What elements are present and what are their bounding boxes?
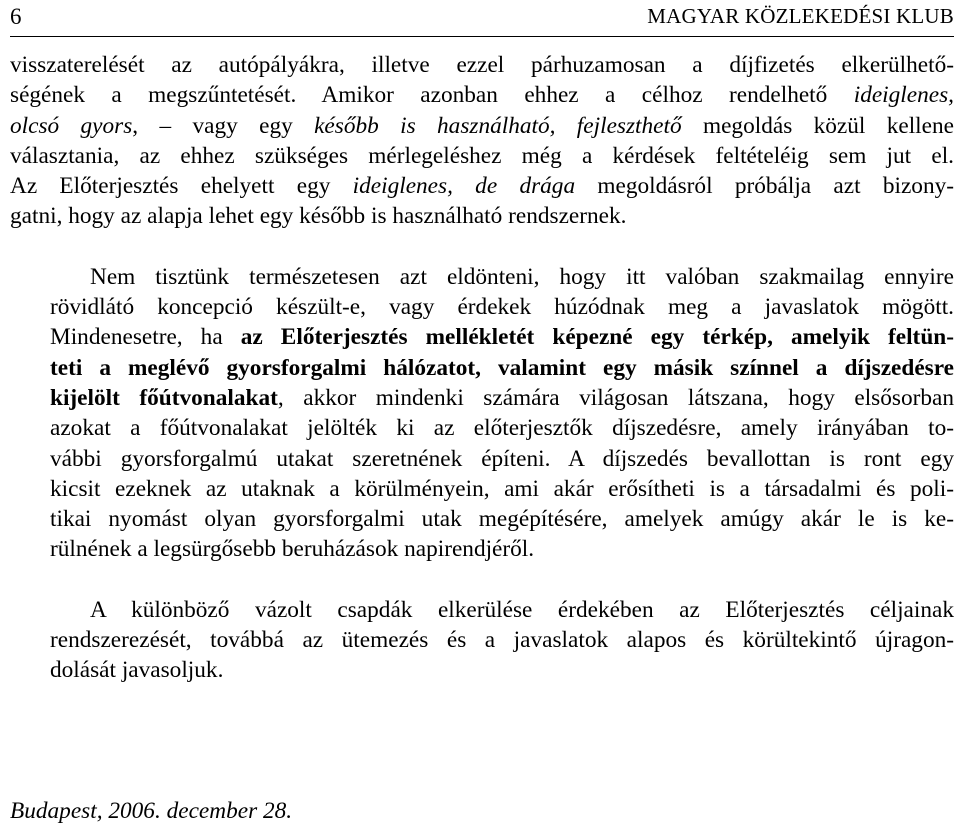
bold-phrase: kijelölt főútvonalakat [50, 384, 278, 411]
text-line: ségének a megszűntetését. Amikor azonban ehhez a célhoz rendelhető ideiglenes, [10, 82, 954, 109]
italic-phrase: ideiglenes, [853, 82, 954, 109]
italic-phrase: később is használható, fejleszthető [314, 112, 682, 139]
bold-phrase: teti a meglévő gyorsforgalmi hálózatot, valamint egy másik színnel a díjszedésre [50, 354, 954, 381]
text-line: olcsó gyors, – vagy egy később is használható, fejleszthető megoldás közül kellene [10, 112, 954, 139]
italic-phrase: ideiglenes, de drága [352, 173, 576, 200]
text-line: gatni, hogy az alapja lehet egy később is használható rendszernek. [10, 203, 627, 230]
body-text [10, 50, 954, 686]
text-line: Az Előterjesztés ehelyett egy ideiglenes, de drága megoldásról próbálja azt bizony- [10, 173, 954, 200]
text-line: azokat a főútvonalakat jelölték ki az előterjesztők díjszedésre, amely irányában to- [50, 415, 954, 442]
signoff-place-date: Budapest, 2006. december 28. [10, 798, 293, 824]
text-line: választania, az ehhez szükséges mérlegeléshez még a kérdések feltételéig sem jut el. [10, 142, 954, 169]
page-number: 6 [10, 4, 22, 29]
text-line: rövidlátó koncepció készült-e, vagy érdekek húzódnak meg a javaslatok mögött. [50, 294, 954, 321]
text-line: vábbi gyorsforgalmú utakat szeretnének építeni. A díjszedés bevallottan is ront egy [50, 445, 954, 472]
paragraph-3 [10, 595, 954, 686]
text-line: dolását javasoljuk. [50, 657, 224, 684]
journal-title: MAGYAR KÖZLEKEDÉSI KLUB [647, 4, 954, 28]
text-line: rendszerezését, továbbá az ütemezés és a javaslatok alapos és körültekintő újragon- [50, 627, 954, 654]
text-line: Nem tisztünk természetesen azt eldönteni, hogy itt valóban szakmailag ennyire [90, 263, 954, 290]
text-line: A különböző vázolt csapdák elkerülése érdekében az Előterjesztés céljainak [90, 596, 954, 623]
bold-phrase: az Előterjesztés mellékletét képezné egy térkép, amelyik feltün- [240, 324, 954, 351]
text-line: rülnének a legsürgősebb beruházások napirendjéről. [50, 536, 535, 563]
text-line: tikai nyomást olyan gyorsforgalmi utak megépítésére, amelyek amúgy akár le is ke- [50, 506, 954, 533]
text-line: Mindenesetre, ha az Előterjesztés mellékletét képezné egy térkép, amelyik feltün- [50, 324, 954, 351]
paragraph-1 [10, 50, 954, 232]
paragraph-2 [10, 262, 954, 565]
text-line: kicsit ezeknek az utaknak a körülményein, ami akár erősítheti is a társadalmi és poli- [50, 475, 954, 502]
page-header [10, 0, 954, 37]
text-line: visszaterelését az autópályákra, illetve ezzel párhuzamosan a díjfizetés elkerülhető- [10, 52, 954, 78]
italic-phrase: olcsó gyors [10, 112, 133, 139]
text-line [10, 353, 954, 383]
text-line: kijelölt főútvonalakat, akkor mindenki számára világosan látszana, hogy elsősorban [50, 384, 954, 411]
